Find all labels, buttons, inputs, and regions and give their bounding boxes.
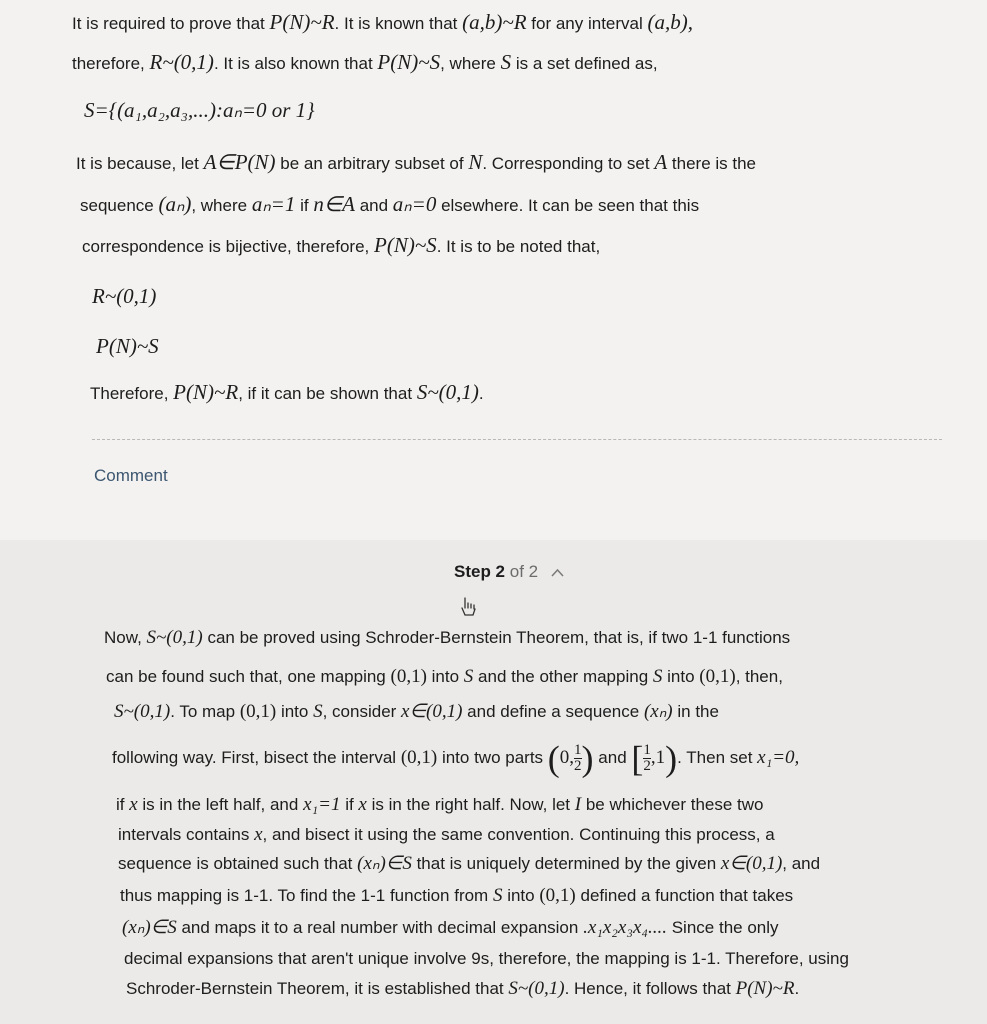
text: Therefore,: [90, 384, 169, 403]
set-definition: [84, 98, 315, 124]
denominator: 2: [574, 758, 582, 775]
hand-cursor-icon: [457, 596, 479, 623]
math: S: [500, 50, 512, 74]
text: , and: [782, 854, 821, 873]
math: S: [463, 666, 474, 687]
math: P(N)~S: [374, 233, 437, 257]
text: . Hence, it follows that: [564, 979, 731, 998]
open-bracket: [: [631, 738, 644, 779]
text: , where: [440, 54, 496, 73]
text: .: [794, 979, 800, 998]
math: x: [129, 794, 138, 815]
math: N: [468, 150, 483, 174]
text: thus mapping is 1-1. To find the 1-1 function from: [120, 886, 489, 905]
text: for any interval: [531, 14, 643, 33]
math: aₙ=1: [251, 192, 296, 216]
math: .x₁x₂x₃x₄....: [583, 917, 667, 938]
math: S={(a₁,a₂,a₃,...):aₙ=0 or 1}: [84, 98, 315, 122]
text: It is required to prove that: [72, 14, 265, 33]
math: n∈A: [313, 192, 355, 216]
math: S~(0,1): [114, 701, 171, 722]
text: , where: [191, 196, 248, 215]
text: into: [280, 702, 309, 721]
text: . Corresponding to set: [482, 154, 650, 173]
text: and define a sequence: [467, 702, 640, 721]
text: is a set defined as,: [515, 54, 658, 73]
math: 0,: [559, 747, 575, 768]
text: that is uniquely determined by the given: [416, 854, 717, 873]
text: can be found such that, one mapping: [106, 667, 386, 686]
close-paren: ): [581, 738, 594, 779]
text: if: [345, 795, 354, 814]
math: x₁=0,: [757, 747, 800, 768]
step2-line-5: [116, 793, 763, 817]
step2-line-1: [104, 626, 790, 650]
equation-2: [96, 334, 159, 360]
math: (xₙ): [643, 701, 673, 722]
math: (0,1): [539, 885, 576, 906]
text: sequence is obtained such that: [118, 854, 353, 873]
math: P(N)~R: [735, 978, 795, 999]
step-label: Step 2: [454, 562, 506, 581]
text-line-5: [80, 192, 699, 218]
math: S: [313, 701, 323, 722]
math: (a,b)~R: [462, 10, 527, 34]
open-paren: (: [547, 738, 560, 779]
math: S: [652, 666, 663, 687]
text: .: [478, 384, 484, 403]
text: and maps it to a real number with decimal expansion: [181, 918, 579, 937]
text: Now,: [104, 628, 142, 647]
text: into: [507, 886, 535, 905]
text: . To map: [170, 702, 236, 721]
math: (0,1): [699, 666, 736, 687]
step2-line-4: [112, 734, 799, 783]
text: decimal expansions that aren't unique involve 9s, therefore, the mapping is 1-1. Therefore, using: [124, 949, 849, 968]
equation-1: [92, 284, 156, 310]
math: aₙ=0: [392, 192, 437, 216]
math: P(N)~R: [173, 380, 239, 404]
text: if: [116, 795, 125, 814]
divider: [92, 439, 942, 440]
text: defined a function that takes: [580, 886, 794, 905]
step2-line-2: [106, 665, 783, 689]
text: if: [300, 196, 309, 215]
math: R~(0,1): [149, 50, 214, 74]
fraction-half: [574, 743, 582, 774]
fraction-half: [643, 743, 651, 774]
text: into: [431, 667, 460, 686]
step2-line-11: [126, 977, 799, 1001]
math: S~(0,1): [416, 380, 479, 404]
math: P(N)~S: [377, 50, 441, 74]
text: be whichever these two: [585, 795, 764, 814]
step2-line-7: [118, 852, 820, 876]
text: is in the right half. Now, let: [371, 795, 571, 814]
close-paren: ): [665, 738, 678, 779]
math: x: [358, 794, 367, 815]
text: sequence: [80, 196, 154, 215]
math: (a,b),: [647, 10, 694, 34]
text: Schroder-Bernstein Theorem, it is established that: [126, 979, 504, 998]
math: x∈(0,1): [720, 853, 783, 874]
math: x∈(0,1): [401, 701, 463, 722]
text: therefore,: [72, 54, 145, 73]
text: It is because, let: [76, 154, 199, 173]
text: and the other mapping: [478, 667, 649, 686]
text: correspondence is bijective, therefore,: [82, 237, 370, 256]
math: (0,1): [390, 666, 427, 687]
math: x₁=1: [303, 794, 341, 815]
math: (0,1): [239, 701, 277, 722]
text-line-4: [76, 150, 756, 176]
text: , consider: [322, 702, 397, 721]
text: , and bisect it using the same convention. Continuing this process, a: [262, 825, 775, 844]
text: , then,: [735, 667, 783, 686]
comment-link[interactable]: Comment: [94, 466, 168, 485]
text: there is the: [671, 154, 757, 173]
text: be an arbitrary subset of: [280, 154, 464, 173]
text: intervals contains: [118, 825, 250, 844]
text: into two parts: [441, 748, 544, 767]
math: (xₙ)∈S: [122, 917, 177, 938]
text: . Then set: [677, 748, 753, 767]
step-header[interactable]: [454, 562, 564, 582]
text: in the: [677, 702, 719, 721]
text: Since the only: [671, 918, 779, 937]
math: S: [492, 885, 503, 906]
math: ,1: [650, 747, 666, 768]
numerator: 1: [574, 742, 582, 759]
text-line-1: [72, 10, 693, 36]
step2-line-6: [118, 823, 775, 847]
math: S~(0,1): [508, 978, 565, 999]
math: (0,1): [400, 747, 438, 768]
chevron-up-icon[interactable]: [551, 564, 564, 581]
text: , if it can be shown that: [238, 384, 413, 403]
text: is in the left half, and: [142, 795, 299, 814]
text: following way. First, bisect the interval: [112, 748, 397, 767]
math: S~(0,1): [146, 627, 203, 648]
step2-line-9: [122, 916, 779, 940]
math: A: [654, 150, 668, 174]
math: x: [254, 824, 263, 845]
math: P(N)~R: [269, 10, 335, 34]
denominator: 2: [643, 758, 651, 775]
math: (aₙ): [158, 192, 192, 216]
text: and: [359, 196, 389, 215]
text: . It is to be noted that,: [436, 237, 601, 256]
math: R~(0,1): [92, 284, 157, 308]
numerator: 1: [643, 742, 651, 759]
step-count: of 2: [509, 562, 539, 581]
text: can be proved using Schroder-Bernstein Theorem, that is, if two 1-1 functions: [207, 628, 791, 647]
text: into: [667, 667, 695, 686]
text: . It is also known that: [213, 54, 373, 73]
step2-line-10: [124, 947, 849, 971]
math: I: [574, 794, 582, 815]
math: P(N)~S: [96, 334, 159, 358]
math: (xₙ)∈S: [357, 853, 412, 874]
step2-line-8: [120, 884, 793, 908]
text-line-9: [90, 380, 484, 406]
text: and: [598, 748, 627, 767]
text: elsewhere. It can be seen that this: [441, 196, 700, 215]
text-line-2: [72, 50, 658, 76]
step2-line-3: [114, 700, 719, 724]
text: . It is known that: [334, 14, 458, 33]
text-line-6: [82, 233, 600, 259]
math: A∈P(N): [203, 150, 276, 174]
